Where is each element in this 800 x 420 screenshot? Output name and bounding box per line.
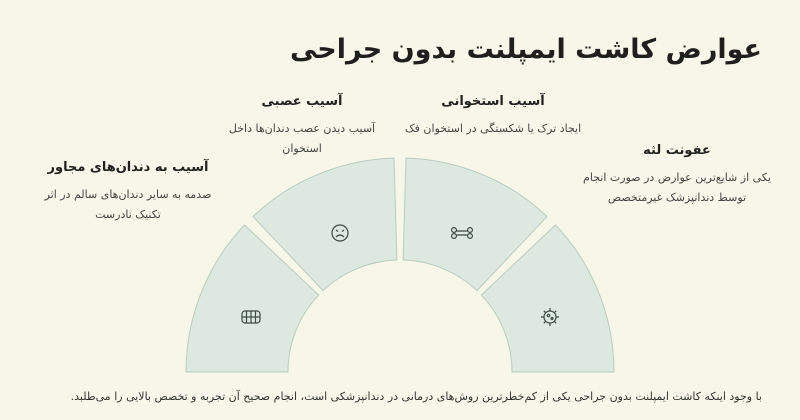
page-title: عوارض کاشت ایمپلنت بدون جراحی xyxy=(289,34,762,65)
desc-gum-infection: یکی از شایع‌ترین عوارض در صورت انجام توسط دندانپزشک غیرمتخصص xyxy=(583,171,771,204)
desc-nerve-damage: آسیب دیدن عصب دندان‌ها داخل استخوان xyxy=(228,122,376,155)
desc-bone-damage: ایجاد ترک یا شکستگی در استخوان فک xyxy=(404,122,582,135)
heading-adjacent-teeth: آسیب به دندان‌های مجاور xyxy=(47,160,209,175)
heading-bone-damage: آسیب استخوانی xyxy=(441,94,545,109)
desc-adjacent-teeth: صدمه به سایر دندان‌های سالم در اثر تکنیک نادرست xyxy=(44,188,212,221)
heading-gum-infection: عفونت لثه xyxy=(643,143,711,158)
footer-note: با وجود اینکه کاشت ایمپلنت بدون جراحی یکی از کم‌خطرترین روش‌های درمانی در دندانپزشکی است، انجام صحیح آن تجربه و تخصص بالایی را می‌طلبد. xyxy=(70,390,762,403)
heading-nerve-damage: آسیب عصبی xyxy=(261,94,343,109)
